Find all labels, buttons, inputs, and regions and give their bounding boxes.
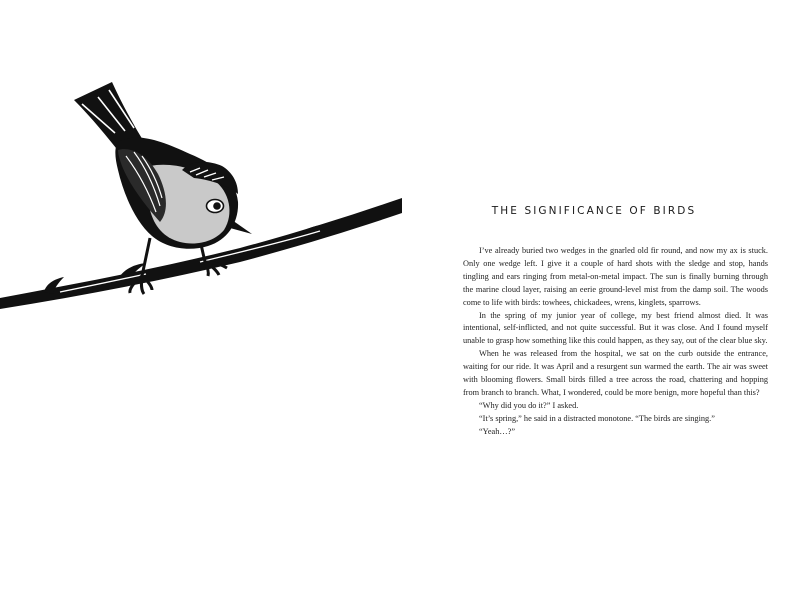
paragraph: “Why did you do it?” I asked. (479, 400, 579, 410)
chapter-body (463, 245, 768, 439)
paragraph: “Yeah…?” (479, 426, 516, 436)
bird-beak (230, 220, 252, 234)
paragraph: “It’s spring,” he said in a distracted monotone. “The birds are singing.” (479, 413, 715, 423)
paragraph: When he was released from the hospital, we sat on the curb outside the entrance, waiting for our ride. It was April and a resurgent sun warmed the earth. The air was sweet with blooming flowers. Small birds filled a tree across the road, chattering and hopping from branch to branch. What, I wondered, could be more benign, more hopeful than this? (463, 349, 768, 397)
paragraph: In the spring of my junior year of college, my best friend almost died. It was intentional, self-inflicted, and not quite successful. But it was close. And I found myself unable to grasp how something like this could happen, as they say, out of the clear blue sky. (463, 310, 768, 346)
right-page (402, 0, 800, 589)
bird-eye-icon (207, 200, 224, 213)
paragraph: I’ve already buried two wedges in the gnarled old fir round, and now my ax is stuck. Only one wedge left. I give it a couple of hard shots with the sledge and stop, hands tingling and ears ringing from metal-on-metal impact. The sun is finally burning through the marine cloud layer, raising an eerie ground-level mist from the damp soil. The woods come to life with birds: towhees, chickadees, wrens, kinglets, sparrows. (463, 246, 768, 307)
chapter-title: THE SIGNIFICANCE OF BIRDS (491, 205, 697, 217)
